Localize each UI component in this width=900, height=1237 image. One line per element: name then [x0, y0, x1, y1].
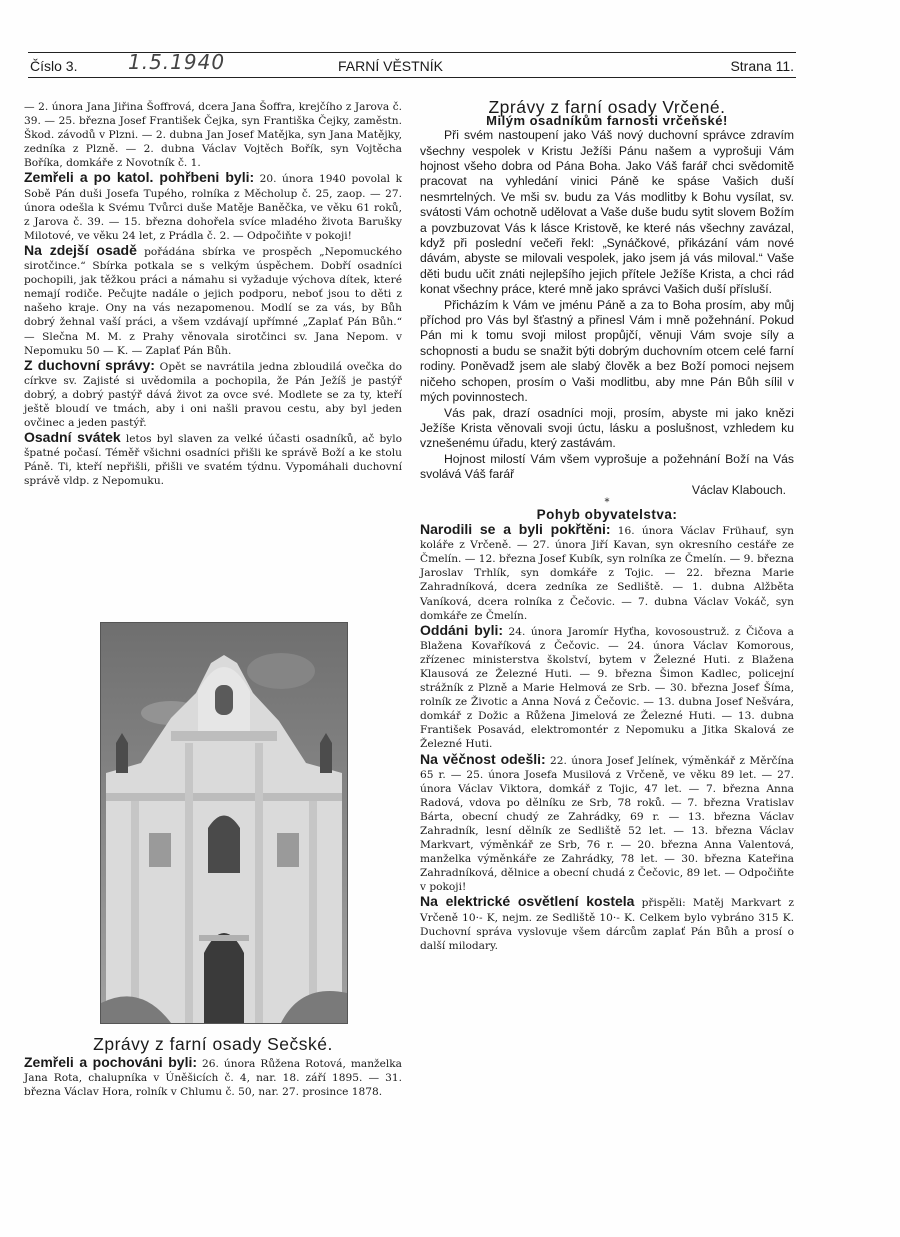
lighting-paragraph: [420, 894, 794, 952]
departed-lead: Na věčnost odešli:: [420, 750, 546, 767]
left-column: [24, 100, 402, 489]
births-text: 16. února Václav Frühauf, syn koláře z Vrčeně. — 27. února Jiří Kavan, syn okresního cestáře ze Čmelín. — 12. března Josef Kubík, syn rolníka ze Čmelín. — 9. března Jaroslav Trhlík, syn domkáře z Tojic. — 22. března Marie Zahradníková, dcera zedníka ze Sedliště. — 1. dubna Alžběta Vaníková, dcera rolníka z Čečovic. — 7. dubna Václav Vokáč, syn domkáře ze Čmelín.: [420, 525, 794, 622]
letter-para-2: Přicházím k Vám ve jménu Páně a za to Boha prosím, aby můj příchod pro Vás byl šťastný a přinesl Vám i mně požehnání. Pokud Pán mi k tomu svoji milost propůjčí, věnuji Vám svoje síly a schopnosti a budu se snažit býti dobrým duchovním otcem celé farní rodiny. Poněvadž jsem ale slabý člověk a bez Boží pomoci nejsem ničeho schopen, prosím o Vaši modlitbu, aby mne Pán Bůh sílil v mých povinnostech.: [420, 297, 794, 405]
page-header: [28, 52, 796, 78]
collection-lead: Na zdejší osadě: [24, 241, 137, 258]
spiritual-lead: Z duchovní správy:: [24, 356, 155, 373]
secka-title: Zprávy z farní osady Sečské.: [93, 1034, 333, 1054]
spiritual-text: Opět se navrátila jedna zbloudilá ovečka do církve sv. Zajisté si uvědomila a pochopila, že Pán Ježíš je pastýř dobrý, a dobrý pastýř dává život za ovce své. Modlete se za ty, kteří ještě bloudí ve tmách, aby i oni našli pravou cestu, aby byl jeden ovčinec a jeden pastýř.: [24, 360, 402, 430]
secka-deaths: [24, 1055, 402, 1099]
letter-para-4: Hojnost milostí Vám všem vyprošuje a požehnání Boží na Vás svolává Váš farář: [420, 451, 794, 482]
header-bottom-rule: [28, 77, 796, 78]
secka-deaths-text: 26. února Růžena Rotová, manželka Jana Rota, chalupníka v Úněšicích č. 4, nar. 18. září 1895. — 31. března Václav Hora, rolník v Chlumu č. 50, nar. 27. prosince 1878.: [24, 1058, 402, 1099]
secka-deaths-lead: Zemřeli a pochováni byli:: [24, 1054, 198, 1071]
secka-section: [24, 1034, 402, 1099]
handwritten-date: 1.5.1940: [128, 50, 226, 74]
deaths-text: 20. února 1940 povolal k Sobě Pán duši Josefa Tupého, rolníka z Měcholup č. 25, zaop. — 27. února odešla k Svému Tvůrci duše Matěje Baněčka, ve věku 61 roků, z Jarova č. 39. — 15. března dohořela svíce mladého života Barušky Milotové, ve věku 24 let, z Prádla č. 2. — Odpočiňte v pokoji!: [24, 173, 402, 242]
letter-signature: Václav Klabouch.: [691, 482, 786, 497]
marriages-text: 24. února Jaromír Hyťha, kovosoustruž. z Čičova a Blažena Kovaříková z Čečovic. — 24. února Václav Komorous, zřízenec ministerstva školství, bytem v Železné Huti. z Blažena Klausová ze Železné Huti. — 9. března Šimon Kadlec, policejní strážník z Plzně a Marie Helmová ze Srb. — 30. března Josef Šíma, rolník ze Životic a Anna Nová z Čečovic. — 13. dubna Josef Nešvára, domkář z Dožic a Růžena Jimelová ze Železné Huti. — 13. dubna František Posavád, elektromontér z Nepomuku a Jitka Skalová ze Železné Huti.: [420, 625, 794, 751]
vrcene-subtitle: Milým osadníkům farnosti vrčeňské!: [486, 113, 728, 129]
deaths-paragraph: [24, 170, 402, 242]
departed-text: 22. února Josef Jelínek, výměnkář z Měrčína 65 r. — 25. února Josefa Musilová z Vrčeně, ve věku 89 let. — 27. února Václav Viktora, domkář z Tojic, 47 let. — 7. března Anna Radová, vdova po dělníku ze Srb, 78 roků. — 7. března Vratislav Bárta, obecní chudý ze Zahrádky, 69 r. — 13. března Václav Zahradník, lesní dělník ze Sedliště 52 let. — 13. března Václav Markvart, výměnkář ze Srb, 76 r. — 20. března Anna Valentová, manželka výměnkáře ze Zahrádky, 78 let. — 30. března Kateřina Zahradníková, dělnice a obecní chudá z Čečovic, 89 let. — Odpočiňte v pokoji!: [420, 754, 794, 894]
feast-text: letos byl slaven za velké účasti osadníků, ač bylo špatné počasí. Téměř všichni osadníci přišli ke správě Boží a ke stolu Páně. Ti, kteří nepřišli, přišli ve svatém týdnu. Vypomáhali duchovní správě vldp. z Nepomuku.: [24, 433, 403, 488]
lighting-text: přispěli: Matěj Markvart z Vrčeně 10·- K, nejm. ze Sedliště 10·- K. Celkem bylo vybráno 315 K. Duchovní správa vyslovuje všem dárcům zaplať Pán Bůh a prosí o další milodary.: [420, 897, 794, 952]
collection-paragraph: [24, 243, 402, 358]
feast-lead: Osadní svátek: [24, 429, 121, 446]
church-illustration: [101, 623, 347, 1023]
vrcene-title: Zprávy z farní osady Vrčené.: [488, 97, 726, 117]
population-title: Pohyb obyvatelstva:: [536, 506, 678, 522]
baptisms-continued: — 2. února Jana Jiřina Šoffrová, dcera Jana Šoffra, krejčího z Jarova č. 39. — 25. března Josef František Čejka, syn Františka Čejky, zaměstn. Škod. závodů v Plzni. — 2. dubna Jan Josef Matějka, syn Jana Matějky, zedníka z Plzně. — 2. dubna Václav Vojtěch Bořík, syn Vojtěcha Boříka, domkáře z Novotník č. 1.: [24, 101, 402, 170]
spiritual-paragraph: [24, 358, 402, 430]
right-column: [420, 97, 794, 953]
publication-title: FARNÍ VĚSTNÍK: [338, 58, 444, 74]
marriages-lead: Oddáni byli:: [420, 621, 504, 638]
deaths-lead: Zemřeli a po katol. pohřbeni byli:: [24, 169, 255, 186]
feast-paragraph: [24, 430, 402, 488]
departed-paragraph: [420, 752, 794, 895]
births-paragraph: [420, 522, 794, 623]
section-divider-star: *: [604, 496, 610, 508]
issue-number: Číslo 3.: [30, 58, 78, 74]
collection-text: pořádána sbírka ve prospěch „Nepomuckého sirotčince.“ Sbírka potkala se s velkým úspěchem. Dobří osadníci pochopili, jak těžkou práci a námahu si vyžaduje výchova dítek, které nemají rodiče. Pečujte nadále o jejich podporu, neboť jsou to děti z našeho kraje. Ony na vás nezapomenou. Modlí se za vás, by Bůh dobrý žehnal vaší práci, a všem vzdávají upřímné „Zaplať Pán Bůh.“ — Slečna M. M. z Prahy věnovala sirotčinci sv. Jana Nepom. v Nepomuku 50 — K. — Zaplať Pán Bůh.: [24, 245, 403, 357]
marriages-paragraph: [420, 623, 794, 752]
lighting-lead: Na elektrické osvětlení kostela: [420, 893, 635, 910]
letter-para-3: Vás pak, drazí osadníci moji, prosím, abyste mi jako knězi Ježíše Krista věnovali svoji úctu, lásku a poslušnost, vzhledem ku vznešenému úřadu, který zastávám.: [420, 405, 794, 451]
page-number: Strana 11.: [730, 58, 794, 74]
letter-para-1: Při svém nastoupení jako Váš nový duchovní správce zdravím všechny vespolek v Kristu Ježíši Pánu našem a vyprošuji Vám hojnost všeho dobra od Pána Boha. Jako Váš farář chci svědomitě pracovat na vyhledání vinici Páně ke spáse Vašich duší nesmrtelných. Ve mši sv. budu za Vás modlitby k Bohu vysílat, sv. svátosti Vám ochotně udělovat a Vaše duše budu sytit slovem Božím a povzbuzovat Vás k lásce Kristově, ke které nás všechny zavázal, když při poslední večeři řekl: „Synáčkové, přikázání vám nové dávám, abyste se milovali vespolek, jako jsem já vás miloval.“ Vaše děti budu učit znáti nejlepšího jejich přítele Ježíše Krista, a chci rád konat všechny práce, které mně jako správci Vašich duší přísluší.: [420, 128, 794, 297]
births-lead: Narodili se a byli pokřtěni:: [420, 521, 611, 538]
church-photo: [100, 622, 348, 1024]
